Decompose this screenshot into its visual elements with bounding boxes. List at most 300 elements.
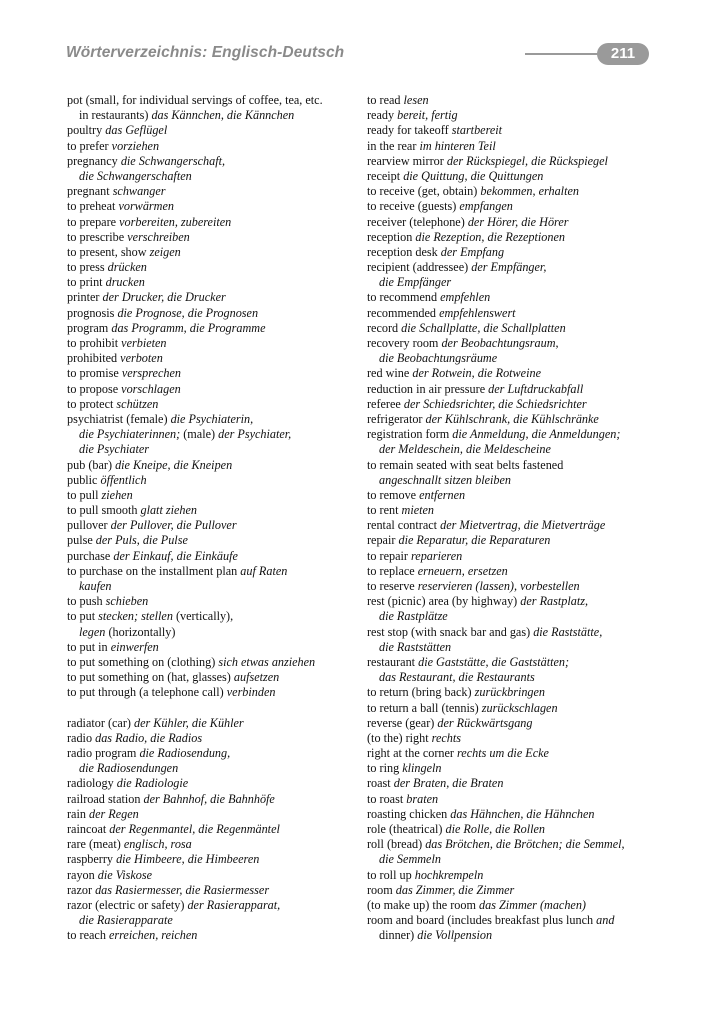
german-translation: der Empfänger, [471, 260, 547, 275]
english-term: dinner) [379, 928, 415, 943]
glossary-line [367, 412, 667, 427]
glossary-line [67, 199, 357, 214]
english-term: receiver (telephone) [367, 214, 465, 229]
running-header-title: Wörterverzeichnis: Englisch-Deutsch [66, 44, 345, 61]
glossary-line [67, 306, 357, 321]
glossary-line [367, 928, 667, 943]
glossary-line [367, 306, 667, 321]
english-term: role (theatrical) [367, 822, 443, 836]
german-translation: die Radiosendungen [79, 761, 179, 776]
english-note: (male) [183, 427, 216, 442]
german-translation: vorbereiten, zubereiten [119, 214, 232, 229]
english-term: prohibited [67, 351, 118, 366]
glossary-line [67, 336, 357, 351]
german-translation: die Vollpension [417, 928, 493, 943]
english-term: to pull [67, 487, 99, 502]
german-translation: die Anmeldung, die Anmeldungen; [452, 427, 621, 442]
english-term: prognosis [67, 305, 115, 320]
english-term: reverse (gear) [367, 715, 435, 730]
english-term: to press [67, 260, 105, 275]
glossary-line [67, 564, 357, 579]
english-term: rain [67, 806, 86, 821]
german-translation: der Beobachtungsraum, [441, 336, 559, 350]
english-term: to protect [67, 396, 114, 411]
english-term: to reserve [367, 579, 415, 593]
german-translation: glatt ziehen [140, 503, 198, 518]
glossary-line [367, 670, 667, 685]
german-translation: die Gaststätte, die Gaststätten; [418, 654, 570, 669]
german-translation: bereit, fertig [397, 108, 458, 123]
glossary-line [67, 852, 357, 867]
english-term: raincoat [67, 822, 107, 836]
english-term: to pull smooth [67, 503, 138, 518]
glossary-line [67, 412, 357, 427]
english-term: to promise [67, 366, 119, 381]
glossary-line [367, 184, 667, 199]
german-translation: der Rasierapparat, [187, 897, 281, 912]
english-term: reception [367, 229, 413, 244]
german-translation: die Schallplatte, die Schallplatten [401, 320, 566, 335]
german-translation: bekommen, erhalten [480, 184, 579, 199]
english-term: psychiatrist (female) [67, 411, 168, 426]
glossary-line [67, 215, 357, 230]
german-translation: der Psychiater, [218, 427, 292, 442]
english-term: printer [67, 290, 100, 305]
german-translation: die Radiosendung, [139, 746, 231, 761]
german-translation: die Psychiaterin, [170, 411, 254, 426]
english-term: room [367, 882, 393, 897]
glossary-line [367, 473, 667, 488]
german-translation: die Beobachtungsräume [379, 351, 498, 366]
german-translation: entfernen [419, 487, 466, 502]
english-term: to prohibit [67, 336, 119, 350]
english-term: raspberry [67, 852, 114, 867]
glossary-line [367, 549, 667, 564]
german-translation: erneuern, ersetzen [417, 563, 508, 578]
english-term: to push [67, 594, 103, 609]
glossary-line [67, 822, 357, 837]
glossary-line [67, 473, 357, 488]
english-term: reception desk [367, 244, 438, 259]
glossary-line [367, 716, 667, 731]
english-term: to replace [367, 563, 415, 578]
german-translation: aufsetzen [233, 670, 280, 685]
glossary-line [67, 549, 357, 564]
glossary-line [67, 594, 357, 609]
glossary-line [67, 731, 357, 746]
english-term: to put something on (hat, glasses) [67, 670, 231, 685]
glossary-line [367, 427, 667, 442]
english-term: recipient (addressee) [367, 260, 469, 275]
english-term: to preheat [67, 199, 116, 214]
german-translation: das Brötchen, die Brötchen; die Semmel, [425, 837, 625, 852]
german-translation: das Rasiermesser, die Rasiermesser [95, 882, 270, 897]
glossary-line [367, 807, 667, 822]
glossary-column-right [367, 93, 667, 944]
glossary-line [367, 154, 667, 169]
glossary-line [67, 169, 357, 184]
english-term: to print [67, 275, 103, 290]
english-note: (horizontally) [108, 624, 176, 639]
german-translation: verbinden [226, 685, 276, 700]
glossary-line [367, 883, 667, 898]
glossary-line [367, 852, 667, 867]
german-translation: der Rückspiegel, die Rückspiegel [446, 153, 608, 168]
glossary-line [367, 351, 667, 366]
german-translation: and [596, 913, 615, 928]
english-term: to purchase on the installment plan [67, 563, 238, 578]
glossary-line [67, 579, 357, 594]
header-rule [525, 53, 605, 55]
glossary-line [67, 275, 357, 290]
english-term: in the rear [367, 138, 417, 153]
glossary-line [367, 609, 667, 624]
glossary-line [67, 139, 357, 154]
glossary-line [67, 321, 357, 336]
german-translation: legen [79, 624, 106, 639]
glossary-line [367, 123, 667, 138]
glossary-line [67, 807, 357, 822]
glossary-line [67, 488, 357, 503]
german-translation: verschreiben [127, 229, 190, 244]
english-term: record [367, 320, 399, 335]
english-term: to return (bring back) [367, 685, 472, 700]
german-translation: die Viskose [97, 867, 153, 882]
glossary-line [367, 139, 667, 154]
glossary-line [367, 579, 667, 594]
english-term: ready [367, 108, 395, 123]
english-term: right at the corner [367, 746, 454, 761]
german-translation: zurückbringen [474, 685, 546, 700]
glossary-line [67, 883, 357, 898]
glossary-line [367, 776, 667, 791]
glossary-line [67, 397, 357, 412]
english-term: purchase [67, 548, 111, 563]
glossary-line [67, 366, 357, 381]
german-translation: die Semmeln [379, 852, 441, 867]
english-term: roll (bread) [367, 837, 423, 852]
english-term: to prescribe [67, 229, 125, 244]
glossary-line [367, 655, 667, 670]
german-translation: der Bahnhof, die Bahnhöfe [143, 791, 275, 806]
english-term: to propose [67, 381, 119, 396]
glossary-line [367, 685, 667, 700]
german-translation: der Regenmantel, die Regenmäntel [109, 822, 280, 836]
glossary-line [67, 108, 357, 123]
glossary-line [367, 822, 667, 837]
german-translation: der Hörer, die Hörer [467, 214, 569, 229]
english-term: to put in [67, 639, 108, 654]
english-term: pullover [67, 518, 108, 533]
glossary-line [367, 245, 667, 260]
english-term: rest stop (with snack bar and gas) [367, 624, 531, 639]
glossary-line [367, 640, 667, 655]
glossary-line [367, 290, 667, 305]
glossary-line [367, 260, 667, 275]
german-translation: rechts [431, 730, 461, 745]
glossary-line [67, 761, 357, 776]
glossary-line [67, 290, 357, 305]
glossary-column-left [67, 93, 357, 944]
german-translation: vorschlagen [121, 381, 181, 396]
german-translation: reparieren [411, 548, 463, 563]
english-term: rayon [67, 867, 95, 882]
english-term: receipt [367, 168, 401, 183]
german-translation: der Einkauf, die Einkäufe [113, 548, 238, 563]
english-term: rental contract [367, 518, 438, 533]
german-translation: das Kännchen, die Kännchen [151, 108, 295, 123]
glossary-line [367, 594, 667, 609]
german-translation: das Programm, die Programme [111, 320, 266, 335]
glossary-line [67, 898, 357, 913]
glossary-line [67, 670, 357, 685]
german-translation: vorwärmen [118, 199, 174, 214]
german-translation: der Meldeschein, die Meldescheine [379, 442, 551, 457]
glossary-line [67, 868, 357, 883]
german-translation: der Pullover, die Pullover [110, 518, 237, 533]
english-term: to repair [367, 548, 408, 563]
english-term: railroad station [67, 791, 141, 806]
german-translation: die Quittung, die Quittungen [403, 168, 544, 183]
german-translation: der Empfang [440, 244, 505, 259]
english-term: to prefer [67, 138, 109, 153]
glossary-line [367, 731, 667, 746]
glossary-line [67, 458, 357, 473]
glossary-line [67, 716, 357, 731]
german-translation: der Drucker, die Drucker [102, 290, 226, 305]
german-translation: englisch, rosa [123, 837, 192, 852]
german-translation: die Schwangerschaft, [120, 153, 226, 168]
english-note: (vertically), [175, 609, 234, 624]
english-term: radiology [67, 776, 114, 791]
german-translation: der Rastplatz, [520, 594, 589, 609]
german-translation: die Himbeere, die Himbeeren [116, 852, 260, 867]
english-term: refrigerator [367, 411, 423, 426]
glossary-line [367, 199, 667, 214]
german-translation: die Psychiaterinnen; [79, 427, 181, 442]
glossary-line [67, 93, 357, 108]
glossary-line [367, 215, 667, 230]
german-translation: die Radiologie [116, 776, 189, 791]
glossary-line [67, 625, 357, 640]
glossary-line [367, 275, 667, 290]
german-translation: der Luftdruckabfall [488, 381, 584, 396]
english-term: to prepare [67, 214, 117, 229]
glossary-line [367, 321, 667, 336]
glossary-line [67, 928, 357, 943]
glossary-line [67, 351, 357, 366]
glossary-line [67, 184, 357, 199]
english-term: pregnant [67, 184, 110, 199]
glossary-line [67, 427, 357, 442]
german-translation: erreichen, reichen [108, 928, 198, 943]
german-translation: drücken [107, 260, 147, 275]
german-translation: der Kühlschrank, die Kühlschränke [425, 411, 599, 426]
german-translation: die Prognose, die Prognosen [117, 305, 259, 320]
english-term: to receive (guests) [367, 199, 457, 214]
english-term: reduction in air pressure [367, 381, 486, 396]
german-translation: die Rasierapparate [79, 913, 173, 928]
german-translation: startbereit [451, 123, 503, 138]
glossary-line [367, 503, 667, 518]
german-translation: die Rolle, die Rollen [445, 822, 545, 836]
glossary-line [367, 518, 667, 533]
german-translation: schwanger [112, 184, 166, 199]
english-term: radio program [67, 746, 137, 761]
english-term: to read [367, 93, 401, 107]
german-translation: die Psychiater [79, 442, 150, 457]
german-translation: klingeln [402, 761, 442, 776]
german-translation: auf Raten [240, 563, 288, 578]
glossary-line [67, 245, 357, 260]
german-translation: reservieren (lassen), vorbestellen [417, 579, 580, 593]
english-term: restaurant [367, 654, 416, 669]
german-translation: vorziehen [111, 138, 160, 153]
german-translation: der Schiedsrichter, die Schiedsrichter [403, 396, 587, 411]
german-translation: empfangen [459, 199, 513, 214]
glossary-line [367, 701, 667, 716]
german-translation: der Regen [89, 806, 139, 821]
glossary-line [67, 533, 357, 548]
german-translation: der Braten, die Braten [393, 776, 504, 791]
german-translation: das Zimmer (machen) [479, 897, 586, 912]
german-translation: im hinteren Teil [419, 138, 496, 153]
glossary-line [367, 913, 667, 928]
german-translation: der Rückwärtsgang [437, 715, 533, 730]
glossary-line [367, 336, 667, 351]
german-translation: stecken; stellen [98, 609, 173, 624]
german-translation: die Reparatur, die Reparaturen [398, 533, 551, 548]
german-translation: zurückschlagen [481, 700, 558, 715]
english-term: recovery room [367, 336, 439, 350]
german-translation: ziehen [101, 487, 133, 502]
english-term: to put [67, 609, 96, 624]
glossary-line [67, 913, 357, 928]
german-translation: versprechen [121, 366, 181, 381]
german-translation: einwerfen [110, 639, 159, 654]
english-term: to recommend [367, 290, 438, 305]
english-term: to ring [367, 761, 400, 776]
english-term: razor [67, 882, 93, 897]
german-translation: lesen [403, 93, 429, 107]
english-term: ready for takeoff [367, 123, 449, 138]
glossary-line [367, 625, 667, 640]
german-translation: schützen [116, 396, 159, 411]
glossary-line [367, 382, 667, 397]
german-translation: sich etwas anziehen [218, 654, 316, 669]
english-term: roasting chicken [367, 806, 448, 821]
german-translation: der Rotwein, die Rotweine [412, 366, 541, 381]
german-translation: kaufen [79, 579, 112, 593]
english-term: poultry [67, 123, 103, 138]
german-translation: die Kneipe, die Kneipen [115, 457, 233, 472]
german-translation: drucken [105, 275, 145, 290]
english-term: to remain seated with seat belts fastened [367, 457, 564, 472]
glossary-line [67, 154, 357, 169]
glossary-line [367, 366, 667, 381]
glossary-line [367, 488, 667, 503]
glossary-line [367, 837, 667, 852]
german-translation: das Radio, die Radios [95, 730, 203, 745]
page-number-badge: 211 [597, 43, 649, 65]
glossary-line [67, 518, 357, 533]
english-term: to remove [367, 487, 417, 502]
english-term: razor (electric or safety) [67, 897, 185, 912]
glossary-line [367, 93, 667, 108]
glossary-line [367, 898, 667, 913]
english-term: to present, show [67, 244, 147, 259]
glossary-line [367, 792, 667, 807]
glossary-line [67, 260, 357, 275]
german-translation: angeschnallt sitzen bleiben [379, 472, 512, 487]
german-translation: die Raststätte, [533, 624, 603, 639]
german-translation: öffentlich [100, 472, 147, 487]
glossary-line [67, 123, 357, 138]
english-term: (to the) right [367, 730, 429, 745]
english-term: to put something on (clothing) [67, 654, 216, 669]
glossary-line [67, 655, 357, 670]
german-translation: der Mietvertrag, die Mietverträge [440, 518, 606, 533]
glossary-line [367, 230, 667, 245]
glossary-line [67, 685, 357, 700]
english-term: pulse [67, 533, 93, 548]
german-translation: das Zimmer, die Zimmer [395, 882, 515, 897]
german-translation: verbieten [121, 336, 167, 350]
english-term: radiator (car) [67, 715, 131, 730]
english-term: referee [367, 396, 401, 411]
glossary-line [367, 761, 667, 776]
english-term: rearview mirror [367, 153, 444, 168]
german-translation: das Restaurant, die Restaurants [379, 670, 535, 685]
german-translation: die Rezeption, die Rezeptionen [415, 229, 565, 244]
german-translation: schieben [105, 594, 149, 609]
glossary-line [67, 609, 357, 624]
english-term: to receive (get, obtain) [367, 184, 478, 199]
german-translation: das Geflügel [105, 123, 168, 138]
section-gap [67, 701, 357, 716]
glossary-line [367, 108, 667, 123]
german-translation: der Kühler, die Kühler [133, 715, 244, 730]
glossary-line [367, 868, 667, 883]
glossary-line [367, 169, 667, 184]
glossary-line [367, 533, 667, 548]
english-term: pregnancy [67, 153, 118, 168]
english-term: roast [367, 776, 391, 791]
glossary-line [67, 640, 357, 655]
german-translation: die Raststätten [379, 639, 452, 654]
glossary-line [67, 503, 357, 518]
english-term: program [67, 320, 109, 335]
english-term: public [67, 472, 98, 487]
english-term: to reach [67, 928, 106, 943]
german-translation: rechts um die Ecke [457, 746, 549, 761]
german-translation: die Rastplätze [379, 609, 448, 624]
german-translation: die Schwangerschaften [79, 168, 192, 183]
glossary-line [67, 837, 357, 852]
english-term: to rent [367, 503, 399, 518]
german-translation: mieten [401, 503, 435, 518]
german-translation: der Puls, die Pulse [95, 533, 188, 548]
glossary-line [367, 746, 667, 761]
glossary-line [367, 458, 667, 473]
german-translation: die Empfänger [379, 275, 452, 290]
english-term: to put through (a telephone call) [67, 685, 224, 700]
german-translation: braten [406, 791, 439, 806]
english-term: radio [67, 730, 93, 745]
english-term: to roll up [367, 867, 412, 882]
glossary-line [67, 746, 357, 761]
german-translation: das Hähnchen, die Hähnchen [450, 806, 595, 821]
